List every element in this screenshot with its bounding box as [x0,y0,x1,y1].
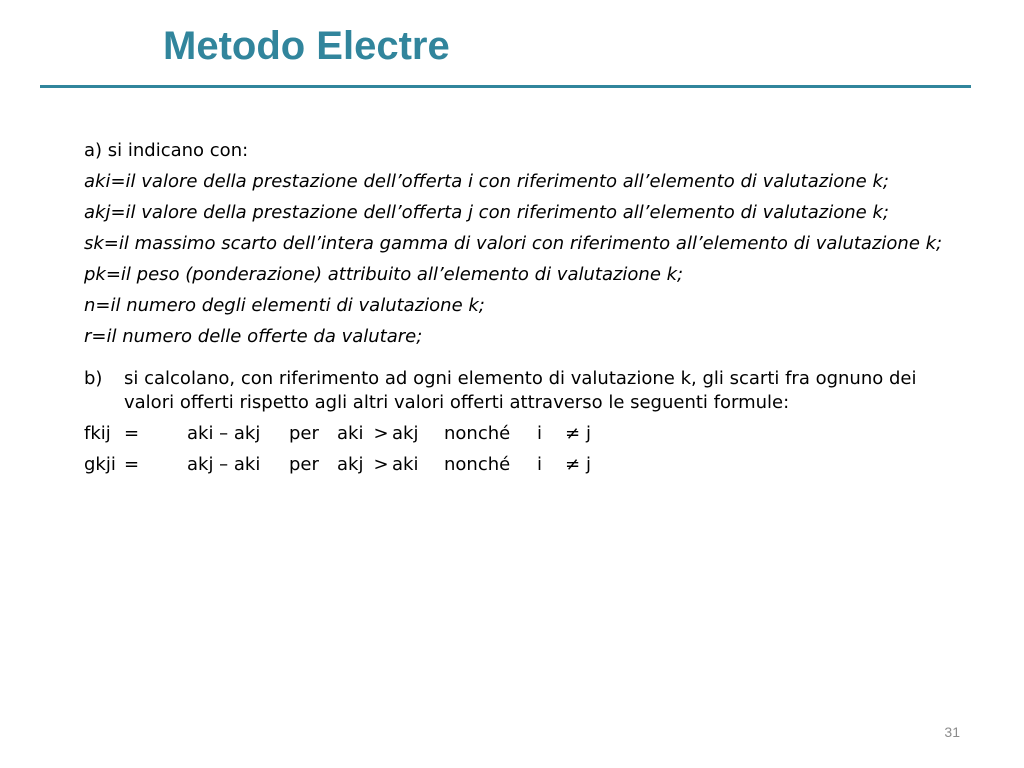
definition-akj: akj=il valore della prestazione dell’offerta j con riferimento all’elemento di valutazione k; [84,202,889,223]
not-equal-symbol: ≠ [564,454,581,475]
formula-lhs: fkij [84,423,111,444]
formula-nonche: nonché [444,454,511,475]
formula-expression: akj – aki [187,454,261,475]
definition-pk: pk=il peso (ponderazione) attribuito all’elemento di valutazione k; [84,264,684,285]
slide-body [84,139,964,484]
greater-than-symbol: > [373,423,389,444]
not-equal-symbol: ≠ [564,423,581,444]
formula-nonche: nonché [444,423,511,444]
definition-sk: sk=il massimo scarto dell’intera gamma di valori con riferimento all’elemento di valutazione k; [84,233,943,254]
formula-fkij [84,422,964,446]
formula-index-j: j [586,454,592,475]
section-b-text: si calcolano, con riferimento ad ogni elemento di valutazione k, gli scarti fra ognuno dei valori offerti rispetto agli altri valori offerti attraverso le seguenti formule: [124,368,917,413]
formula-equals: = [124,423,140,444]
formula-condition-right: akj [392,423,419,444]
formula-per: per [289,423,319,444]
formula-condition-left: aki [337,423,364,444]
formula-lhs: gkji [84,454,116,475]
formula-condition-left: akj [337,454,364,475]
formula-index-i: i [537,454,543,475]
formula-condition-right: aki [392,454,419,475]
formula-gkji [84,453,964,477]
section-b-paragraph [84,367,964,415]
formula-expression: aki – akj [187,423,261,444]
formula-index-j: j [586,423,592,444]
title-underline [40,85,971,88]
page-number: 31 [944,724,960,740]
formula-index-i: i [537,423,543,444]
definition-n: n=il numero degli elementi di valutazione k; [84,295,485,316]
greater-than-symbol: > [373,454,389,475]
section-b-marker: b) [84,368,103,389]
section-a-intro: a) si indicano con: [84,140,249,161]
formula-per: per [289,454,319,475]
slide-title: Metodo Electre [163,24,450,68]
definition-r: r=il numero delle offerte da valutare; [84,326,423,347]
formula-equals: = [124,454,140,475]
definition-aki: aki=il valore della prestazione dell’offerta i con riferimento all’elemento di valutazione k; [84,171,889,192]
